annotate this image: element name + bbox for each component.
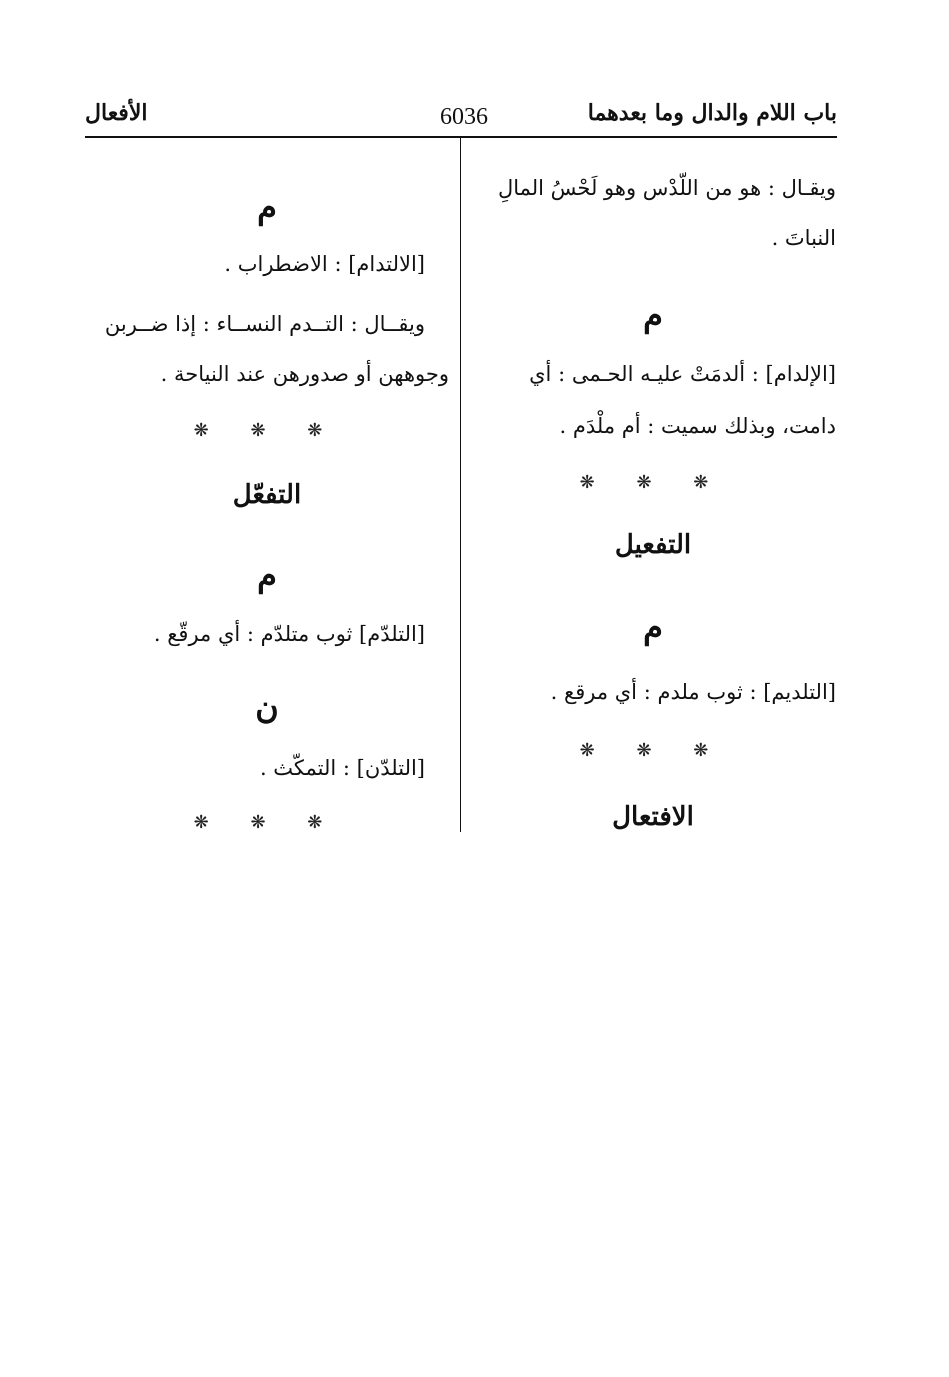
left-letter-mim-1: م <box>257 188 277 226</box>
left-column <box>85 138 449 838</box>
left-p2-line1: ويقــال : التــدم النســاء : إذا ضــربن <box>104 312 425 336</box>
page-number: 6036 <box>440 104 488 130</box>
left-p4-line1: [التلدّن] : التمكّث . <box>259 756 425 780</box>
left-letter-nun: ن <box>255 688 279 726</box>
left-p1-line1: [الالتدام] : الاضطراب . <box>224 252 425 276</box>
right-p1-line2: النباتَ . <box>771 226 836 250</box>
right-letter-mim-2: م <box>643 608 663 646</box>
right-p2-line2: دامت، وبذلك سميت : أم ملْدَم . <box>559 414 836 438</box>
right-p2-line1: [الإلدام] : ألدمَتْ عليـه الحـمى : أي <box>529 362 836 386</box>
right-letter-mim-1: م <box>643 296 663 334</box>
right-section-iftial: الافتعال <box>612 802 694 832</box>
right-column <box>470 138 836 838</box>
left-p3-line1: [التلدّم] ثوب متلدّم : أي مرقّع . <box>153 622 425 646</box>
right-stars-1: ❋ ❋ ❋ <box>579 472 727 493</box>
left-letter-mim-2: م <box>257 556 277 594</box>
column-divider <box>460 138 461 832</box>
left-stars-1: ❋ ❋ ❋ <box>193 420 341 441</box>
left-p2-line2: وجوههن أو صدورهن عند النياحة . <box>160 362 449 386</box>
page-header <box>85 98 837 138</box>
right-stars-2: ❋ ❋ ❋ <box>579 740 727 761</box>
right-p3-line1: [التلديم] : ثوب ملدم : أي مرقع . <box>550 680 836 704</box>
left-section-tafaul: التفعّل <box>232 480 302 510</box>
left-stars-2: ❋ ❋ ❋ <box>193 812 341 833</box>
section-title: الأفعال <box>85 100 148 126</box>
right-section-tafeel: التفعيل <box>614 530 692 560</box>
chapter-title: باب اللام والدال وما بعدهما <box>587 100 837 126</box>
right-p1-line1: ويقـال : هو من اللّدْس وهو لَحْسُ المالِ <box>497 176 836 200</box>
